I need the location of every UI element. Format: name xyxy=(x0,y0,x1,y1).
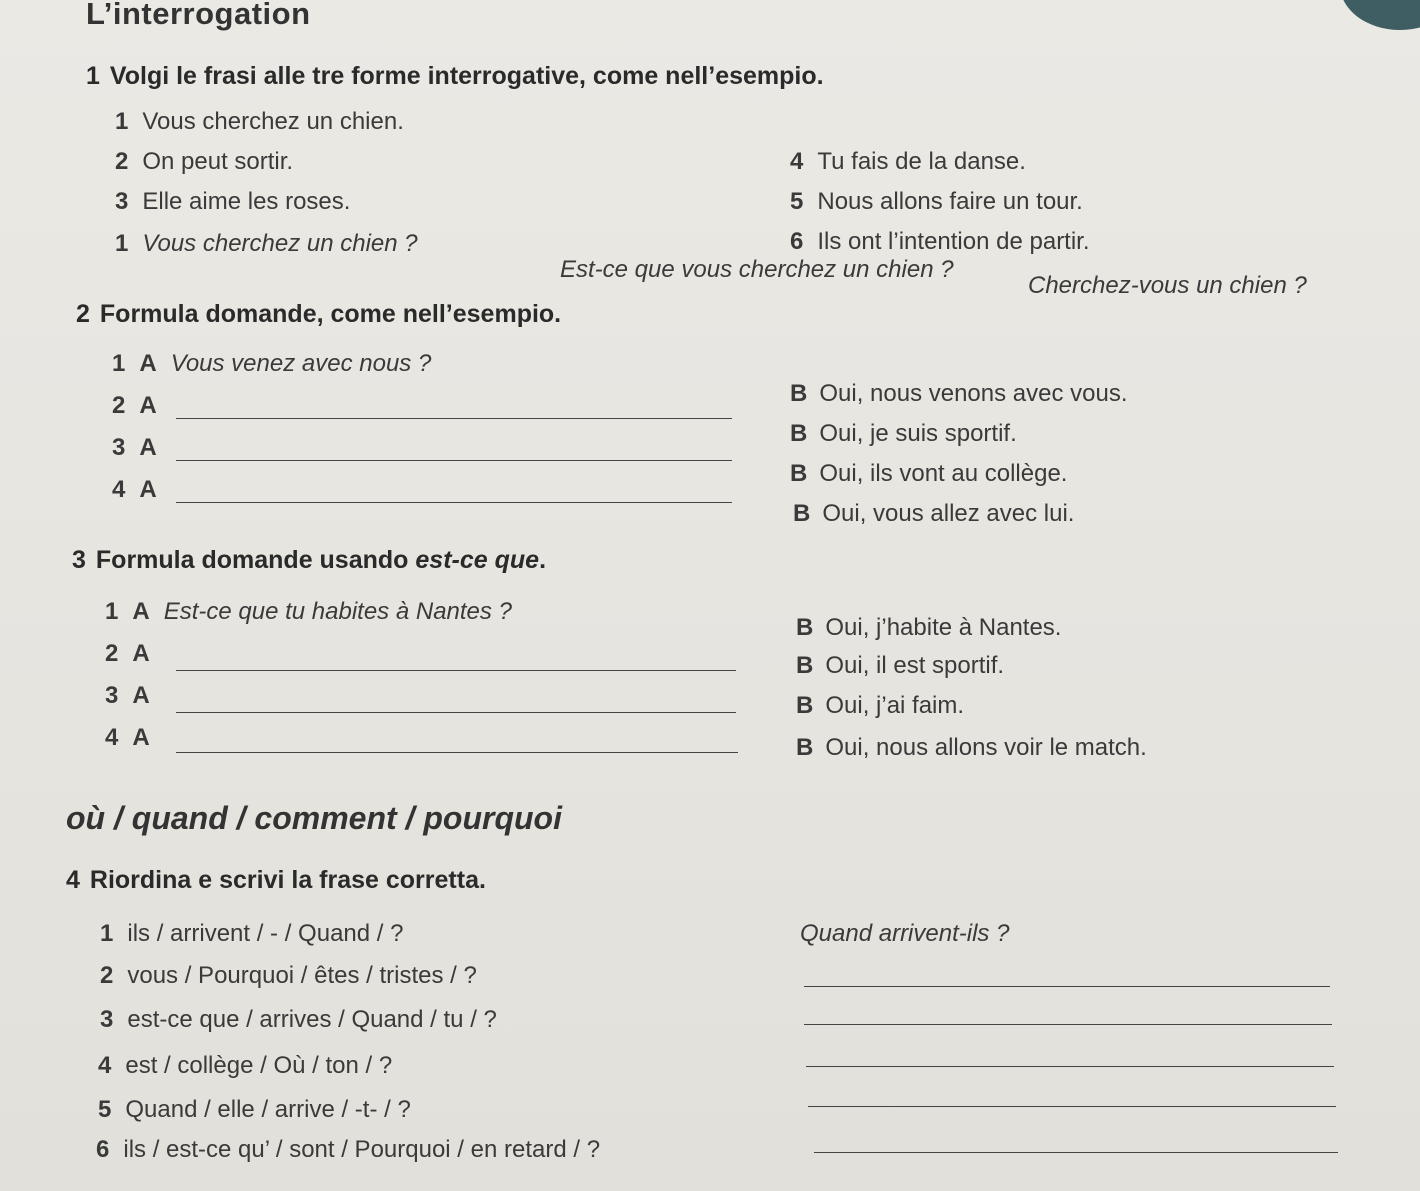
ex1-instruction: Volgi le frasi alle tre forme interrogative, come nell’esempio. xyxy=(109,62,824,90)
corner-decoration xyxy=(1340,0,1420,30)
answer-line[interactable] xyxy=(804,1024,1332,1025)
ex2-answer: B Oui, ils vont au collège. xyxy=(790,460,1068,487)
ex4-item: 3 est-ce que / arrives / Quand / tu / ? xyxy=(100,1006,497,1033)
answer-line[interactable] xyxy=(176,712,736,713)
ex1-item: 4 Tu fais de la danse. xyxy=(790,148,1026,175)
answer-line[interactable] xyxy=(808,1106,1336,1107)
ex3-question: 4 A xyxy=(105,724,150,751)
ex1-item: 3 Elle aime les roses. xyxy=(115,188,351,215)
ex4-item: 2 vous / Pourquoi / êtes / tristes / ? xyxy=(100,962,477,989)
ex1-item: 1 Vous cherchez un chien. xyxy=(115,108,404,135)
answer-line[interactable] xyxy=(814,1152,1338,1153)
ex4-item: 4 est / collège / Où / ton / ? xyxy=(98,1052,393,1079)
ex2-question: 2 A xyxy=(112,392,157,419)
ex1-example-form1: Vous cherchez un chien ? xyxy=(142,230,418,257)
ex2-question: 3 A xyxy=(112,434,157,461)
ex1-example-form3: Cherchez-vous un chien ? xyxy=(1028,272,1307,299)
ex3-answer: B Oui, j’habite à Nantes. xyxy=(796,614,1062,641)
ex4-heading xyxy=(66,866,486,895)
ex3-question: 1 A Est-ce que tu habites à Nantes ? xyxy=(105,598,512,625)
answer-line[interactable] xyxy=(176,460,732,461)
section-title: où / quand / comment / pourquoi xyxy=(66,800,562,836)
ex2-question: 1 A Vous venez avec nous ? xyxy=(112,350,432,377)
ex1-item: 6 Ils ont l’intention de partir. xyxy=(790,228,1090,255)
ex3-answer: B Oui, il est sportif. xyxy=(796,652,1005,679)
ex3-answer: B Oui, j’ai faim. xyxy=(796,692,965,719)
ex1-example: 1 Vous cherchez un chien ? xyxy=(115,230,418,257)
answer-line[interactable] xyxy=(806,1066,1334,1067)
ex4-instruction: Riordina e scrivi la frase corretta. xyxy=(89,866,486,894)
ex1-item: 2 On peut sortir. xyxy=(115,148,294,175)
ex3-question: 2 A xyxy=(105,640,150,667)
ex4-item: 6 ils / est-ce qu’ / sont / Pourquoi / en retard / ? xyxy=(96,1136,601,1163)
answer-line[interactable] xyxy=(804,986,1330,987)
ex1-item: 5 Nous allons faire un tour. xyxy=(790,188,1083,215)
answer-line[interactable] xyxy=(176,502,732,503)
ex1-example-form2: Est-ce que vous cherchez un chien ? xyxy=(560,256,954,283)
ex2-question: 4 A xyxy=(112,476,157,503)
page-title: L’interrogation xyxy=(86,0,311,31)
ex1-heading xyxy=(86,62,824,91)
ex4-answer: Quand arrivent-ils ? xyxy=(800,920,1010,947)
ex4-number: 4 xyxy=(66,866,80,894)
ex3-number: 3 xyxy=(72,546,86,574)
ex1-number: 1 xyxy=(86,62,100,90)
ex3-answer: B Oui, nous allons voir le match. xyxy=(796,734,1147,761)
ex4-item: 5 Quand / elle / arrive / -t- / ? xyxy=(98,1096,411,1123)
ex3-question: 3 A xyxy=(105,682,150,709)
ex4-item: 1 ils / arrivent / - / Quand / ? xyxy=(100,920,404,947)
ex3-heading: 3 Formula domande usando est-ce que. xyxy=(72,546,547,574)
ex2-instruction: Formula domande, come nell’esempio. xyxy=(99,300,562,328)
ex2-number: 2 xyxy=(76,300,90,328)
ex2-heading xyxy=(76,300,561,329)
answer-line[interactable] xyxy=(176,418,732,419)
ex2-answer: B Oui, vous allez avec lui. xyxy=(793,500,1075,527)
answer-line[interactable] xyxy=(176,670,736,671)
ex2-answer: B Oui, je suis sportif. xyxy=(790,420,1017,447)
answer-line[interactable] xyxy=(176,752,738,753)
ex2-answer: B Oui, nous venons avec vous. xyxy=(790,380,1128,407)
